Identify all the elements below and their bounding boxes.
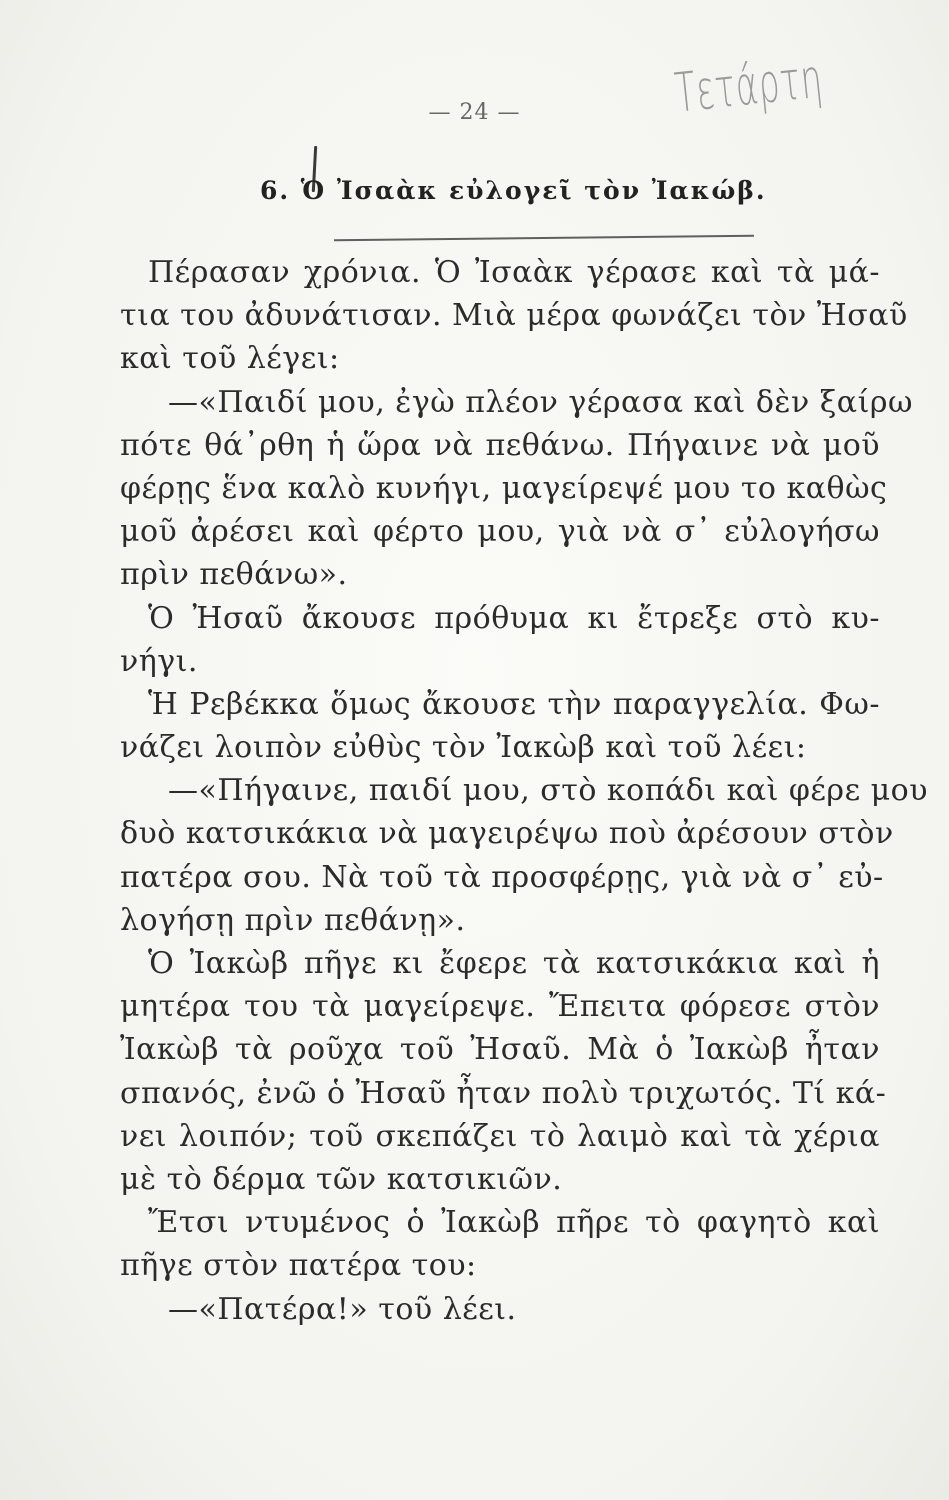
text-line: Ἰακὼβ τὰ ροῦχα τοῦ Ἠσαῦ. Μὰ ὁ Ἰακὼβ ἦταν [120,1032,880,1068]
heading-underline [334,235,754,241]
text-line: σπανός, ἐνῶ ὁ Ἠσαῦ ἦταν πολὺ τριχωτός. Τί κά- [120,1075,887,1111]
text-line: φέρῃς ἕνα καλὸ κυνήγι, μαγείρεψέ μου το καθὼς [120,470,888,506]
text-line: πότε θά᾿ρθη ἡ ὥρα νὰ πεθάνω. Πήγαινε νὰ μοῦ [120,427,880,463]
text-line: μητέρα του τὰ μαγείρεψε. Ἔπειτα φόρεσε στὸν [120,989,880,1025]
text-line: Πέρασαν χρόνια. Ὁ Ἰσαὰκ γέρασε καὶ τὰ μά- [148,255,880,290]
text-line: Ὁ Ἰακὼβ πῆγε κι ἔφερε τὰ κατσικάκια καὶ ἡ [148,946,880,981]
text-line: νάζει λοιπὸν εὐθὺς τὸν Ἰακὼβ καὶ τοῦ λέει: [120,730,807,766]
text-line: —«Παιδί μου, ἐγὼ πλέον γέρασα καὶ δὲν ξαίρω [168,384,913,420]
text-line: Ἔτσι ντυμένος ὁ Ἰακὼβ πῆρε τὸ φαγητὸ καὶ [148,1205,880,1241]
text-line: λογήσῃ πρὶν πεθάνῃ». [120,902,466,938]
text-line: τια του ἀδυνάτισαν. Μιὰ μέρα φωνάζει τὸν Ἠσαῦ [120,298,908,334]
text-line: νήγι. [120,643,198,679]
body-text [120,251,928,1331]
page-number: — 24 — [428,100,521,125]
text-line: Ὁ Ἠσαῦ ἄκουσε πρόθυμα κι ἔτρεξε στὸ κυ- [148,600,880,636]
text-line: μὲ τὸ δέρμα τῶν κατσικιῶν. [120,1161,563,1197]
text-line: πρὶν πεθάνω». [120,557,348,593]
text-line: νει λοιπόν; τοῦ σκεπάζει τὸ λαιμὸ καὶ τὰ χέρια [120,1118,880,1154]
text-line: Ἡ Ρεβέκκα ὅμως ἄκουσε τὴν παραγγελία. Φω- [148,686,880,722]
text-line: —«Πατέρα!» τοῦ λέει. [168,1291,517,1327]
text-line: μοῦ ἀρέσει καὶ φέρτο μου, γιὰ νὰ σ᾿ εὐλογήσω [120,514,880,550]
text-line: πατέρα σου. Νὰ τοῦ τὰ προσφέρῃς, γιὰ νὰ σ᾿ εὐ- [120,859,884,895]
chapter-heading: 6. Ὁ Ἰσαὰκ εὐλογεῖ τὸν Ἰακώβ. [260,176,767,205]
text-line: δυὸ κατσικάκια νὰ μαγειρέψω ποὺ ἀρέσουν στὸν [120,816,894,852]
handwritten-note: Τετάρτη [672,46,826,125]
text-line: —«Πήγαινε, παιδί μου, στὸ κοπάδι καὶ φέρε μου [168,773,928,809]
text-line: πῆγε στὸν πατέρα του: [120,1248,477,1284]
text-line: καὶ τοῦ λέγει: [120,341,340,377]
